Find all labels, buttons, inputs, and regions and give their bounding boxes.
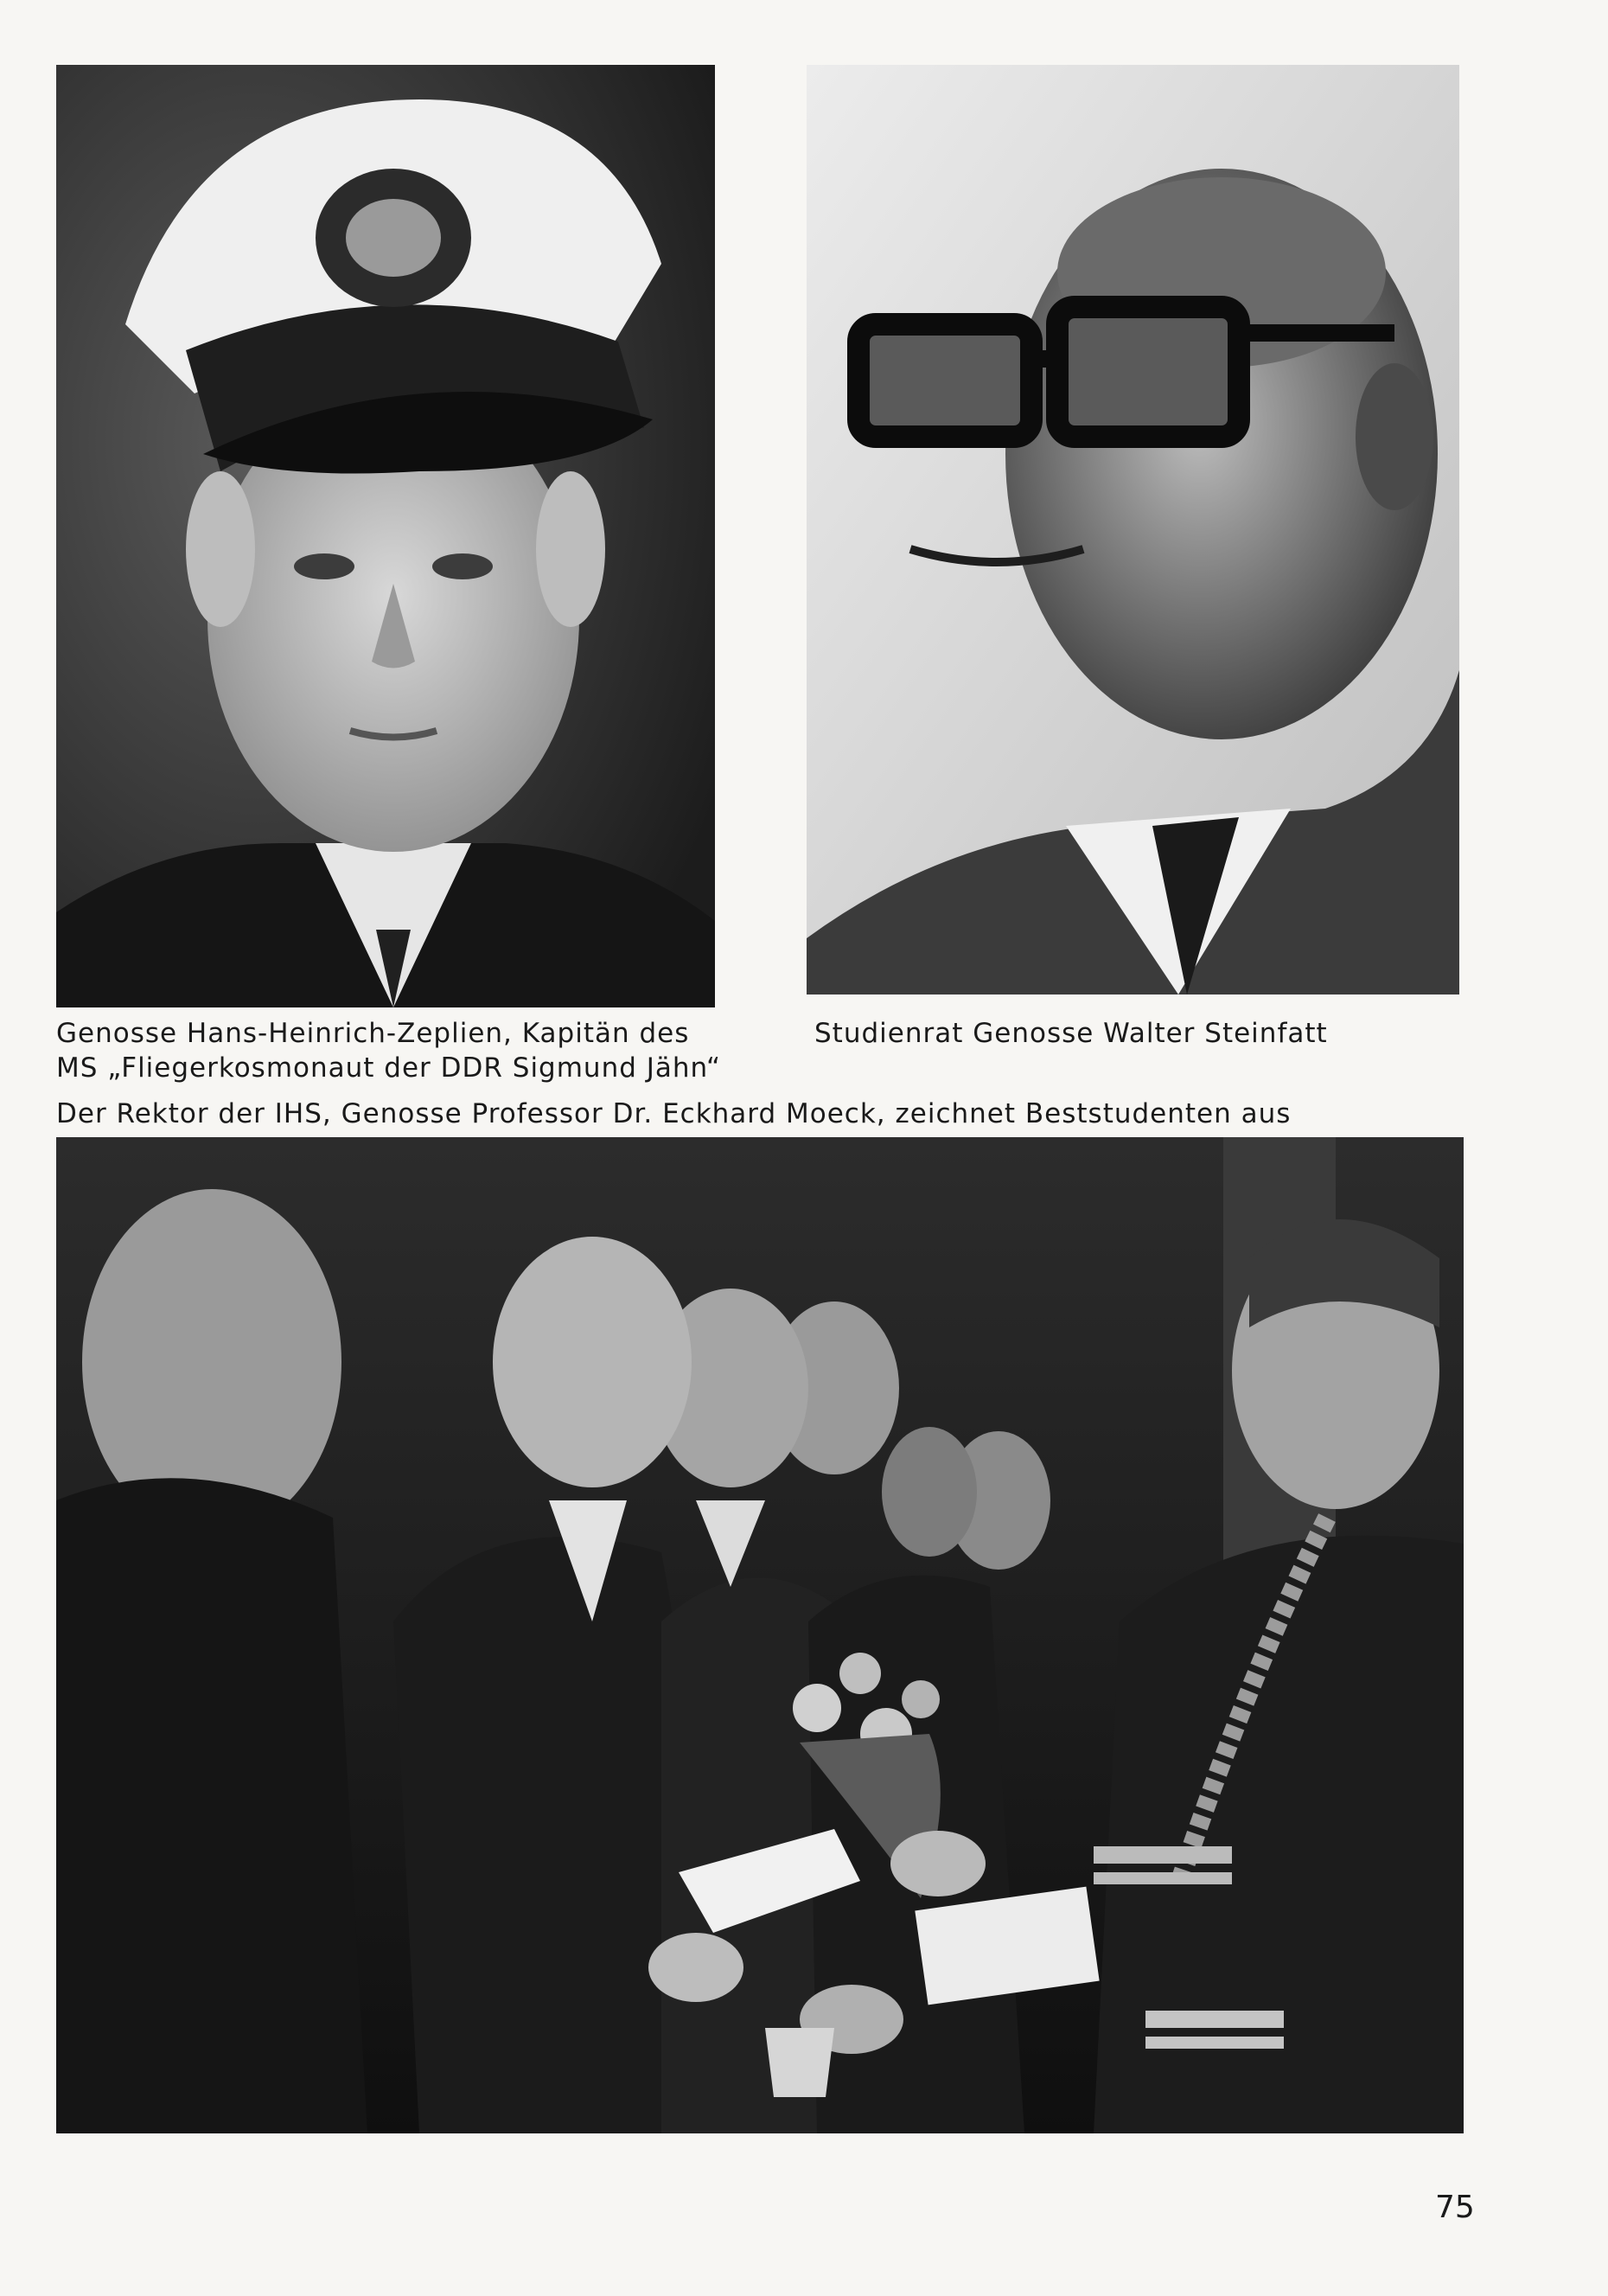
captain-portrait-illustration	[56, 65, 715, 1007]
photo-award-ceremony	[56, 1137, 1464, 2133]
caption-teacher-text: Studienrat Genosse Walter Steinfatt	[814, 1018, 1328, 1049]
caption-teacher	[814, 1016, 1328, 1051]
photo-teacher-portrait	[807, 65, 1459, 995]
caption-captain-line1: Genosse Hans-Heinrich-Zeplien, Kapitän des	[56, 1018, 690, 1049]
caption-captain	[56, 1016, 721, 1085]
photo-captain-portrait	[56, 65, 715, 1007]
caption-ceremony-text: Der Rektor der IHS, Genosse Professor Dr. Eckhard Moeck, zeichnet Beststudenten aus	[56, 1098, 1292, 1129]
page-number: 75	[1435, 2190, 1475, 2225]
caption-ceremony	[56, 1097, 1291, 1131]
caption-captain-line2: MS „Fliegerkosmonaut der DDR Sigmund Jähn“	[56, 1052, 722, 1084]
teacher-portrait-illustration	[807, 65, 1459, 995]
award-ceremony-illustration	[56, 1137, 1464, 2133]
